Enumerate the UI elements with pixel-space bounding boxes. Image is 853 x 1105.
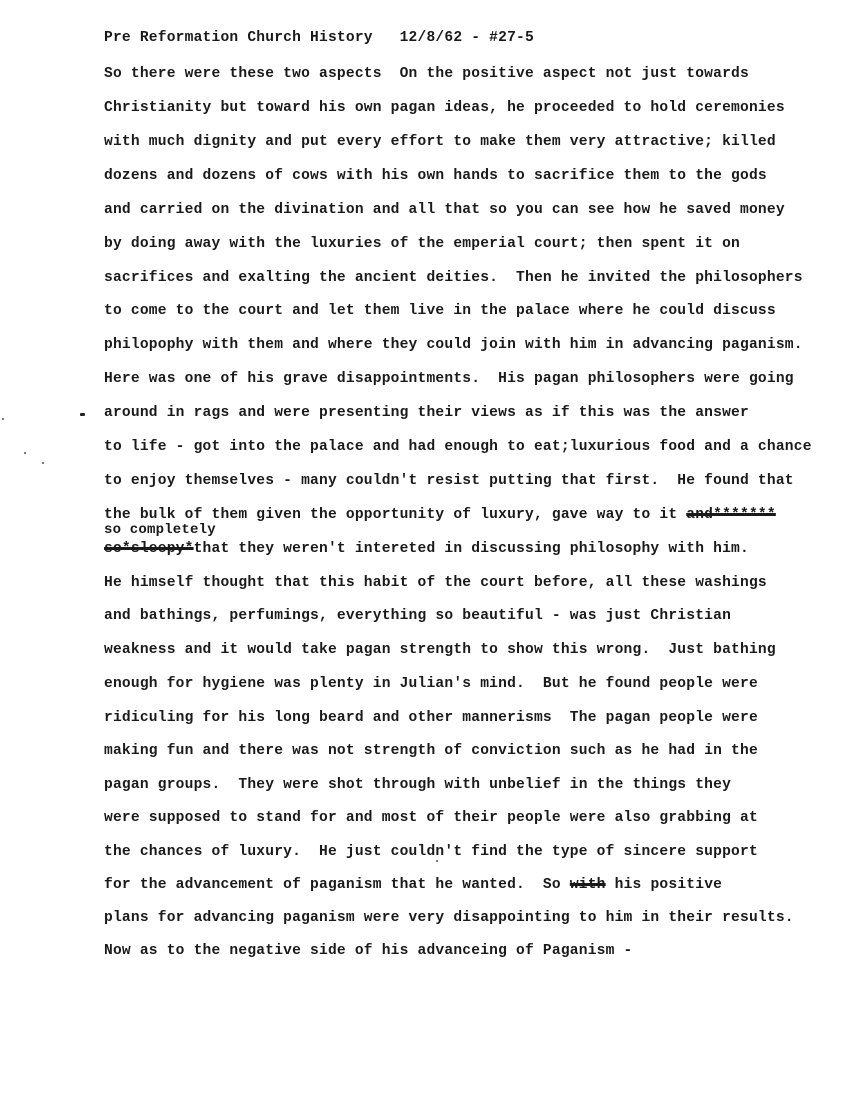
scan-speck (2, 418, 4, 420)
scan-speck (436, 860, 438, 862)
text-line: and carried on the divination and all that so you can see how he saved money (104, 202, 785, 218)
text-segment: the bulk of them given the opportunity of luxury, gave way to it (104, 507, 687, 523)
text-line: enough for hygiene was plenty in Julian's mind. But he found people were (104, 676, 758, 692)
text-line: around in rags and were presenting their views as if this was the answer (104, 405, 749, 421)
text-line-with-strikeout (104, 876, 722, 894)
text-line: were supposed to stand for and most of their people were also grabbing at (104, 810, 758, 826)
text-line: to life - got into the palace and had enough to eat;luxurious food and a chance (104, 439, 812, 455)
scan-speck (24, 452, 26, 454)
text-line: He himself thought that this habit of the court before, all these washings (104, 575, 767, 591)
text-line: pagan groups. They were shot through with unbelief in the things they (104, 777, 732, 793)
text-segment: his positive (605, 877, 723, 893)
struck-text: and******* (686, 507, 776, 523)
text-segment: that they weren't intereted in discussing philosophy with him. (193, 541, 749, 557)
text-line: by doing away with the luxuries of the emperial court; then spent it on (104, 236, 740, 252)
text-line: with much dignity and put every effort to make them very attractive; killed (104, 134, 776, 150)
text-line: and bathings, perfumings, everything so beautiful - was just Christian (104, 608, 732, 624)
text-line: Christianity but toward his own pagan ideas, he proceeded to hold ceremonies (104, 100, 785, 116)
struck-text: with (569, 877, 606, 893)
text-line: plans for advancing paganism were very disappointing to him in their results. (104, 910, 794, 926)
margin-mark (80, 413, 85, 416)
text-line: to come to the court and let them live in the palace where he could discuss (104, 303, 776, 319)
text-line: philopophy with them and where they could join with him in advancing paganism. (104, 337, 803, 353)
text-line: the chances of luxury. He just couldn't find the type of sincere support (104, 844, 758, 860)
text-line: dozens and dozens of cows with his own hands to sacrifice them to the gods (104, 168, 767, 184)
text-segment: for the advancement of paganism that he wanted. So (104, 877, 570, 893)
text-line: making fun and there was not strength of conviction such as he had in the (104, 743, 758, 759)
text-line: ridiculing for his long beard and other mannerisms The pagan people were (104, 710, 758, 726)
text-line: So there were these two aspects On the positive aspect not just towards (104, 66, 749, 82)
handwritten-insertion: so completely (104, 522, 216, 538)
text-line: Now as to the negative side of his advanceing of Paganism - (104, 943, 633, 959)
struck-text: so*sleepy* (104, 541, 194, 557)
page-header: Pre Reformation Church History 12/8/62 - #27-5 (104, 30, 534, 46)
text-line: to enjoy themselves - many couldn't resist putting that first. He found that (104, 473, 794, 489)
scan-speck (42, 462, 44, 464)
text-line: sacrifices and exalting the ancient deities. Then he invited the philosophers (104, 270, 803, 286)
text-line-with-strikeout (104, 540, 749, 558)
text-line: Here was one of his grave disappointments. His pagan philosophers were going (104, 371, 794, 387)
text-line: weakness and it would take pagan strength to show this wrong. Just bathing (104, 642, 776, 658)
